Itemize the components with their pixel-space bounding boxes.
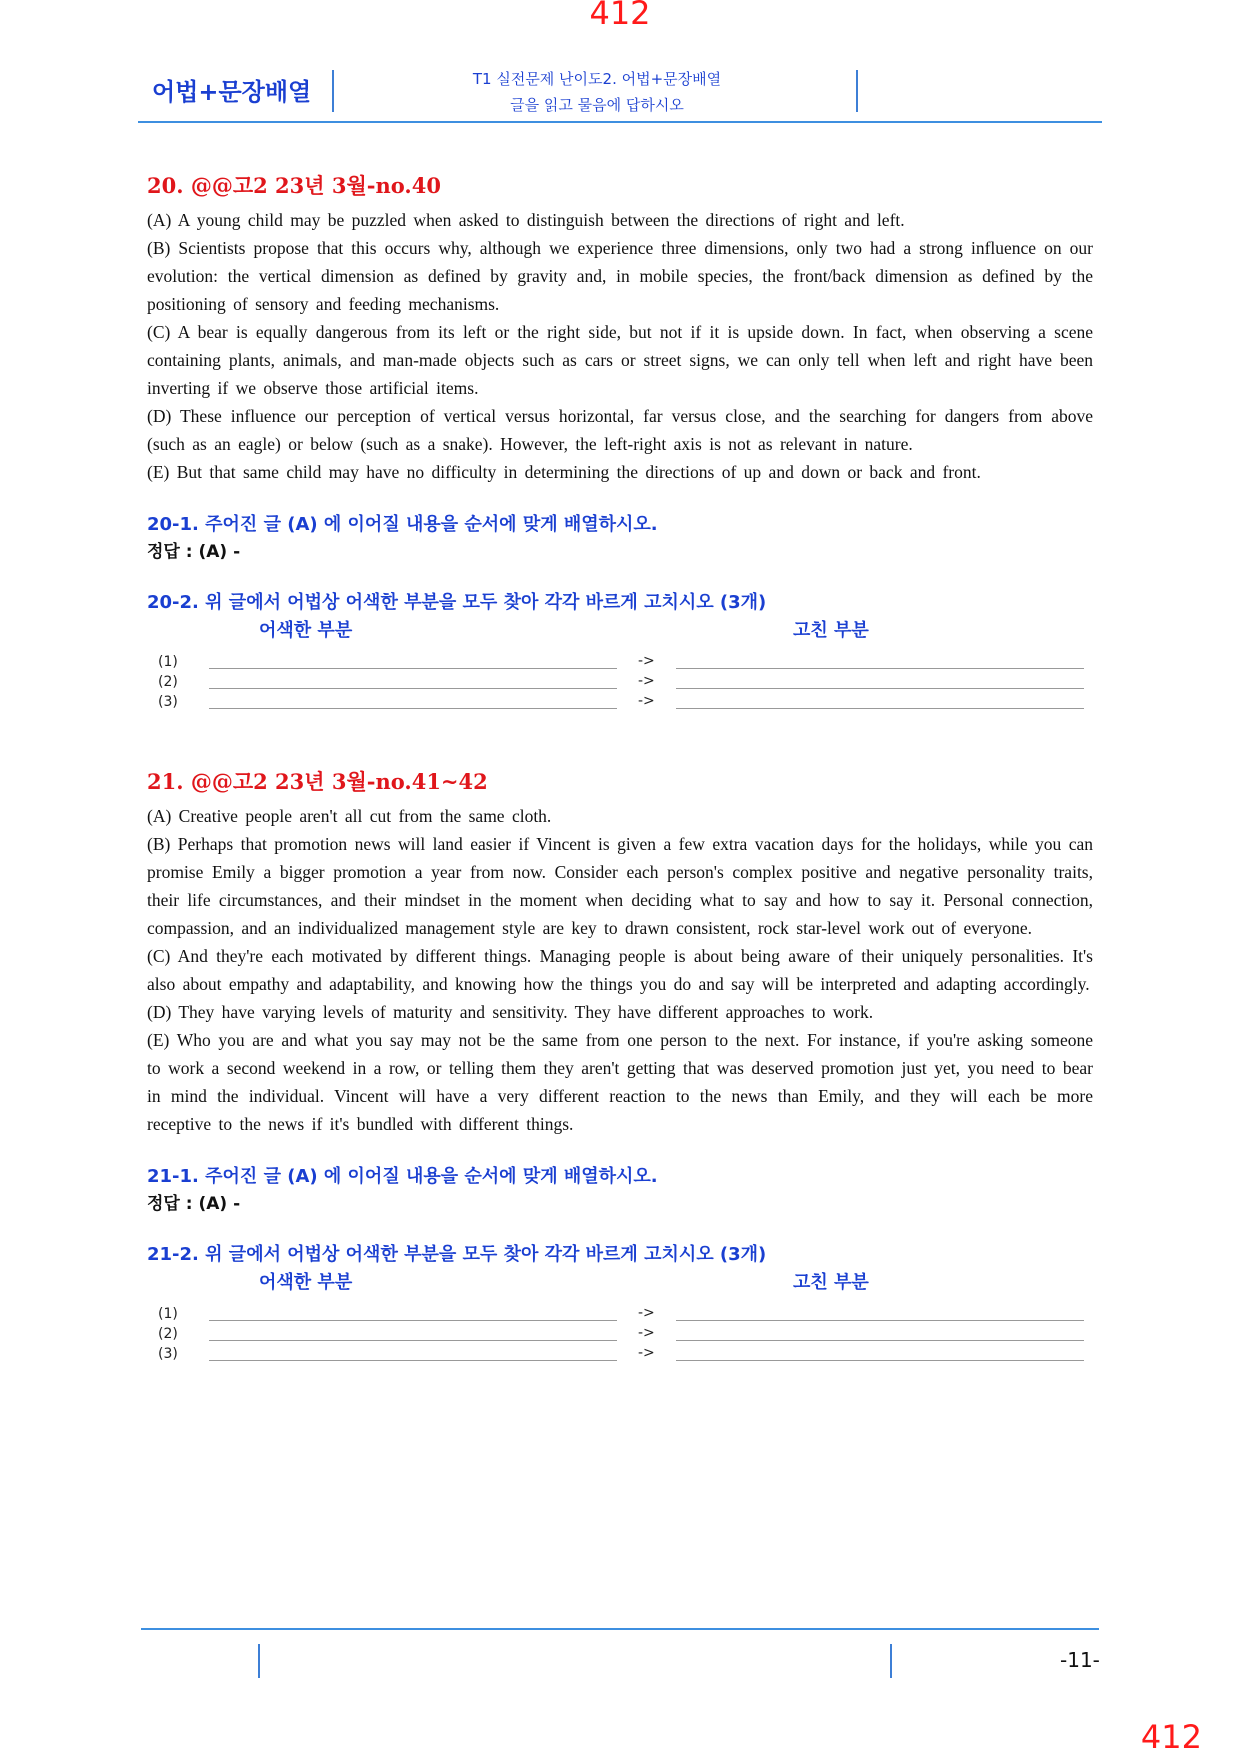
- passage-paragraph: (B) Perhaps that promotion news will land easier if Vincent is given a few extra vacation days for the holidays, while you can promise Emily a bigger promotion a year from now. Consider each person's complex positive and negative personality traits, their life circumstances, and their mindset in the moment when deciding what to say and how to say it. Personal connection, compassion, and an individualized management style are key to drawn consistent, rock star-level work out of everyone.: [147, 834, 1093, 938]
- footer-rule: [141, 1628, 1099, 1630]
- footer-page-number: -11-: [1060, 1648, 1100, 1672]
- correction-row: [147, 672, 1093, 692]
- answer-blank-fixed[interactable]: [676, 668, 1084, 669]
- answer-blank-wrong[interactable]: [209, 708, 617, 709]
- answer-line[interactable]: 정답 : (A) -: [147, 1194, 241, 1214]
- arrow: ->: [638, 693, 655, 709]
- correction-row: [147, 1324, 1093, 1344]
- answer-blank-fixed[interactable]: [676, 1360, 1084, 1361]
- correction-column-heads: [147, 1268, 1093, 1298]
- column-head-wrong: 어색한 부분: [259, 1272, 353, 1293]
- answer-blank-wrong[interactable]: [209, 1360, 617, 1361]
- answer-blank-fixed[interactable]: [676, 708, 1084, 709]
- passage-paragraph: (C) And they're each motivated by different things. Managing people is about being aware of their uniquely personalities. It's also about empathy and adaptability, and knowing how the things you do and say will be interpreted and adapting accordingly.: [147, 946, 1093, 994]
- sub-question-order: 21-1. 주어진 글 (A) 에 이어질 내용을 순서에 맞게 배열하시오.: [147, 1166, 658, 1187]
- page-number-top: 412: [589, 0, 651, 32]
- passage-paragraph: (E) But that same child may have no difficulty in determining the directions of up and down or back and front.: [147, 462, 981, 482]
- header-rule: [138, 121, 1102, 123]
- arrow: ->: [638, 653, 655, 669]
- footer-divider: [258, 1644, 260, 1678]
- passage-paragraph: (D) These influence our perception of vertical versus horizontal, far versus close, and the searching for dangers from above (such as an eagle) or below (such as a snake). However, the left-right axis is not as relevant in nature.: [147, 406, 1093, 454]
- page-number-bottom: 412: [1140, 1718, 1202, 1756]
- answer-blank-wrong[interactable]: [209, 688, 617, 689]
- answer-blank-fixed[interactable]: [676, 1340, 1084, 1341]
- answer-blank-wrong[interactable]: [209, 1340, 617, 1341]
- correction-column-heads: [147, 616, 1093, 646]
- sub-question-grammar: 20-2. 위 글에서 어법상 어색한 부분을 모두 찾아 각각 바르게 고치시오 (3개): [147, 592, 767, 613]
- answer-blank-fixed[interactable]: [676, 1320, 1084, 1321]
- header-title: 어법+문장배열: [152, 78, 312, 106]
- question-21: [147, 766, 1093, 1364]
- header-subtitle-line1: T1 실전문제 난이도2. 어법+문장배열: [472, 70, 722, 88]
- arrow: ->: [638, 1305, 655, 1321]
- passage-paragraph: (E) Who you are and what you say may not be the same from one person to the next. For instance, if you're asking someone to work a second weekend in a row, or telling them they aren't getting that was deserved promotion just yet, you need to bear in mind the individual. Vincent will have a very different reaction to the news than Emily, and they will each be more receptive to the news if it's bundled with different things.: [147, 1030, 1093, 1134]
- correction-row: [147, 692, 1093, 712]
- content: [147, 170, 1093, 1364]
- correction-row: [147, 1344, 1093, 1364]
- question-title: 20. @@고2 23년 3월-no.40: [147, 173, 441, 198]
- correction-row: [147, 1304, 1093, 1324]
- answer-blank-wrong[interactable]: [209, 1320, 617, 1321]
- correction-rows: [147, 1304, 1093, 1364]
- answer-blank-fixed[interactable]: [676, 688, 1084, 689]
- page-header: [138, 60, 1102, 124]
- arrow: ->: [638, 1325, 655, 1341]
- header-subtitle: [338, 66, 856, 118]
- correction-row: [147, 652, 1093, 672]
- passage-paragraph: (C) A bear is equally dangerous from its left or the right side, but not if it is upside down. In fact, when observing a scene containing plants, animals, and man-made objects such as cars or street signs, we can only tell when left and right have been inverting if we observe those artificial items.: [147, 322, 1093, 398]
- passage-paragraph: (A) A young child may be puzzled when asked to distinguish between the directions of right and left.: [147, 210, 905, 230]
- header-subtitle-line2: 글을 읽고 물음에 답하시오: [510, 96, 684, 114]
- passage-paragraph: (D) They have varying levels of maturity and sensitivity. They have different approaches to work.: [147, 1002, 874, 1022]
- header-divider: [332, 70, 334, 112]
- passage-paragraph: (A) Creative people aren't all cut from the same cloth.: [147, 806, 552, 826]
- passage-paragraph: (B) Scientists propose that this occurs why, although we experience three dimensions, only two had a strong influence on our evolution: the vertical dimension as defined by gravity and, in mobile species, the front/back dimension as defined by the positioning of sensory and feeding mechanisms.: [147, 238, 1093, 314]
- arrow: ->: [638, 673, 655, 689]
- column-head-fixed: 고친 부분: [793, 620, 869, 641]
- row-number: (3): [158, 1346, 178, 1362]
- question-title: 21. @@고2 23년 3월-no.41~42: [147, 769, 488, 794]
- column-head-fixed: 고친 부분: [793, 1272, 869, 1293]
- question-20: [147, 170, 1093, 712]
- column-head-wrong: 어색한 부분: [259, 620, 353, 641]
- row-number: (3): [158, 694, 178, 710]
- row-number: (2): [158, 1326, 178, 1342]
- correction-rows: [147, 652, 1093, 712]
- header-divider: [856, 70, 858, 112]
- row-number: (1): [158, 1306, 178, 1322]
- arrow: ->: [638, 1345, 655, 1361]
- answer-blank-wrong[interactable]: [209, 668, 617, 669]
- sub-question-grammar: 21-2. 위 글에서 어법상 어색한 부분을 모두 찾아 각각 바르게 고치시오 (3개): [147, 1244, 767, 1265]
- row-number: (1): [158, 654, 178, 670]
- row-number: (2): [158, 674, 178, 690]
- answer-line[interactable]: 정답 : (A) -: [147, 542, 241, 562]
- footer-divider: [890, 1644, 892, 1678]
- sub-question-order: 20-1. 주어진 글 (A) 에 이어질 내용을 순서에 맞게 배열하시오.: [147, 514, 658, 535]
